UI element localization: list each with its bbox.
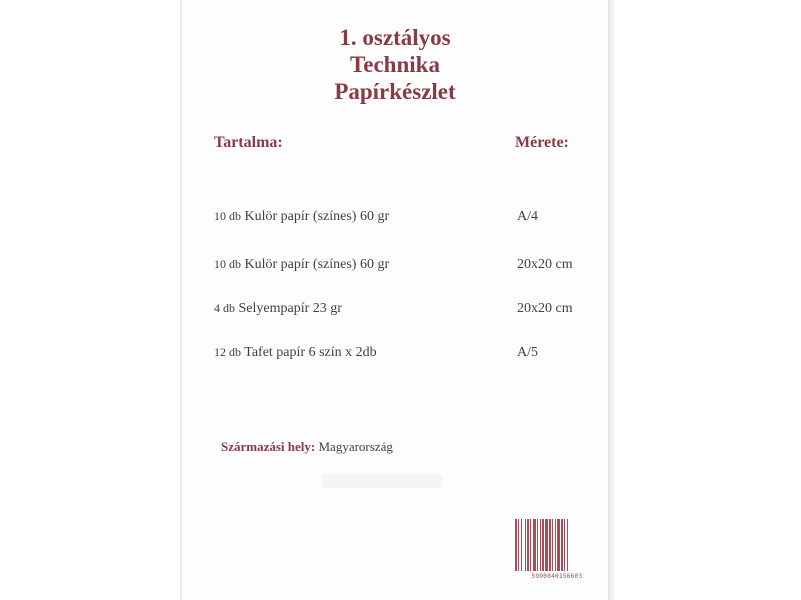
barcode-bar bbox=[561, 519, 563, 571]
item-desc: Tafet papír 6 szín x 2db bbox=[244, 345, 377, 360]
barcode-bar bbox=[525, 519, 526, 571]
title-block bbox=[182, 24, 608, 105]
item-desc: Selyempapír 23 gr bbox=[238, 301, 342, 316]
title-subject: Technika bbox=[350, 52, 440, 77]
barcode-bar bbox=[527, 519, 529, 571]
barcode-bar bbox=[552, 519, 553, 571]
barcode-bar bbox=[537, 519, 538, 571]
barcode-bar bbox=[567, 519, 568, 571]
barcode-digits: 5990040156603 bbox=[531, 573, 583, 580]
barcode-bar bbox=[521, 519, 522, 571]
list-item bbox=[214, 345, 377, 361]
list-item bbox=[214, 209, 389, 225]
origin-value: Magyarország bbox=[318, 439, 393, 454]
barcode-bar bbox=[515, 519, 517, 571]
item-qty: 10 db bbox=[214, 257, 241, 271]
barcode-bar bbox=[530, 519, 531, 571]
barcode-bar bbox=[542, 519, 544, 571]
origin-line bbox=[221, 439, 393, 455]
list-item bbox=[214, 257, 389, 273]
barcode-bar bbox=[518, 519, 519, 571]
barcode-icon bbox=[514, 519, 600, 571]
barcode-bar bbox=[557, 519, 560, 571]
item-size: A/5 bbox=[517, 345, 538, 360]
item-size: 20x20 cm bbox=[517, 257, 573, 272]
contents-header: Tartalma: bbox=[214, 134, 283, 151]
item-desc: Kulör papír (színes) 60 gr bbox=[244, 209, 390, 224]
barcode-bar bbox=[564, 519, 565, 571]
item-desc: Kulör papír (színes) 60 gr bbox=[244, 257, 390, 272]
list-item bbox=[214, 301, 342, 317]
title-product: Papírkészlet bbox=[334, 79, 456, 104]
item-qty: 12 db bbox=[214, 345, 241, 359]
barcode-bar bbox=[549, 519, 551, 571]
item-qty: 10 db bbox=[214, 209, 241, 223]
barcode-bar bbox=[533, 519, 536, 571]
origin-label: Származási hely: bbox=[221, 439, 316, 454]
item-size: A/4 bbox=[517, 209, 538, 224]
barcode-bar bbox=[545, 519, 548, 571]
item-qty: 4 db bbox=[214, 301, 235, 315]
item-size: 20x20 cm bbox=[517, 301, 573, 316]
barcode-bar bbox=[555, 519, 556, 571]
faint-stamp-mark bbox=[322, 474, 442, 488]
size-header: Mérete: bbox=[515, 134, 569, 151]
barcode-bar bbox=[540, 519, 541, 571]
title-grade: 1. osztályos bbox=[339, 25, 451, 50]
